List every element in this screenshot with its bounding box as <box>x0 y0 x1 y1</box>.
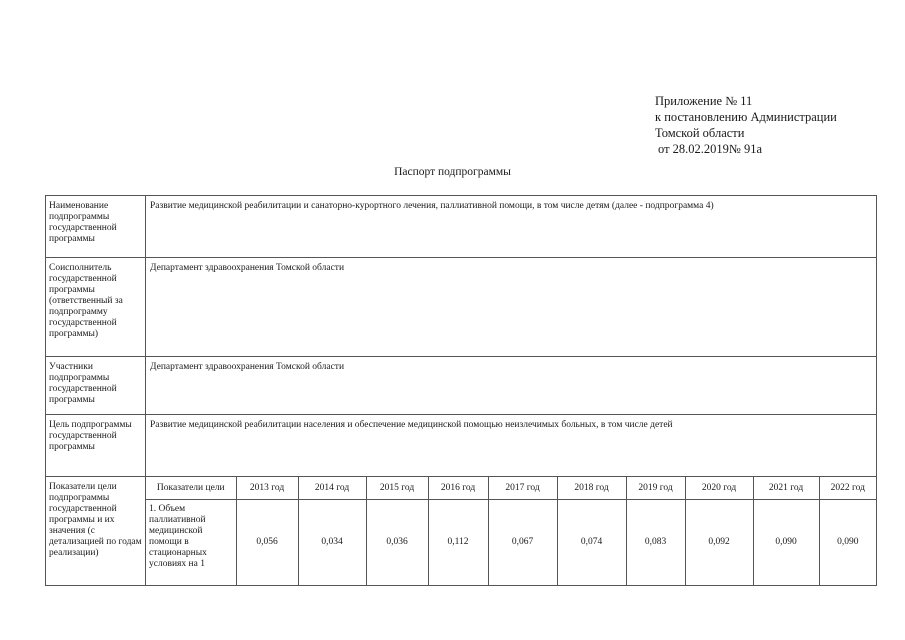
table-row <box>146 500 876 586</box>
appendix-date: от 28.02.2019№ 91а <box>658 142 763 156</box>
row-participants <box>46 357 877 415</box>
indicator-value: 0,034 <box>298 500 366 586</box>
label-indicators: Показатели цели подпрограммы государственной программы и их значения (с детализацией по годам реализации) <box>46 477 146 586</box>
appendix-reference: к постановлению Администрации <box>655 110 837 124</box>
label-participants: Участники подпрограммы государственной программы <box>46 357 146 415</box>
indicator-value: 0,056 <box>236 500 298 586</box>
row-indicators <box>46 477 877 586</box>
passport-table <box>45 195 877 586</box>
label-coexecutor: Соисполнитель государственной программы (ответственный за подпрограмму государственной программы) <box>46 258 146 357</box>
indicator-value: 0,090 <box>753 500 819 586</box>
header-year: 2022 год <box>819 477 876 500</box>
indicator-value: 0,074 <box>557 500 626 586</box>
appendix-region: Томской области <box>655 126 745 140</box>
page-title: Паспорт подпрограммы <box>394 166 511 178</box>
indicator-value: 0,036 <box>366 500 428 586</box>
header-year: 2014 год <box>298 477 366 500</box>
value-participants: Департамент здравоохранения Томской области <box>146 357 877 415</box>
value-goal: Развитие медицинской реабилитации населения и обеспечение медицинской помощью неизлечимых больных, в том числе детей <box>146 415 877 477</box>
label-subprogram-name: Наименование подпрограммы государственной программы <box>46 196 146 258</box>
document-header <box>655 93 837 157</box>
label-goal: Цель подпрограммы государственной программы <box>46 415 146 477</box>
header-year: 2018 год <box>557 477 626 500</box>
indicator-value: 0,067 <box>488 500 557 586</box>
value-coexecutor: Департамент здравоохранения Томской области <box>146 258 877 357</box>
indicator-value: 0,090 <box>819 500 876 586</box>
header-year: 2021 год <box>753 477 819 500</box>
value-subprogram-name: Развитие медицинской реабилитации и санаторно-курортного лечения, паллиативной помощи, в том числе детям (далее - подпрограмма 4) <box>146 196 877 258</box>
header-year: 2015 год <box>366 477 428 500</box>
header-year: 2017 год <box>488 477 557 500</box>
header-year: 2020 год <box>685 477 753 500</box>
indicator-name: 1. Объем паллиативной медицинской помощи в стационарных условиях на 1 <box>146 500 236 586</box>
header-year: 2019 год <box>626 477 685 500</box>
header-indicator: Показатели цели <box>156 482 225 493</box>
indicator-value: 0,083 <box>626 500 685 586</box>
header-year: 2013 год <box>236 477 298 500</box>
indicators-table <box>146 477 876 585</box>
row-goal <box>46 415 877 477</box>
header-year: 2016 год <box>428 477 488 500</box>
indicators-header-row <box>146 477 876 500</box>
appendix-number: Приложение № 11 <box>655 94 753 108</box>
indicator-value: 0,112 <box>428 500 488 586</box>
row-coexecutor <box>46 258 877 357</box>
indicators-container <box>146 477 877 586</box>
row-subprogram-name <box>46 196 877 258</box>
indicator-value: 0,092 <box>685 500 753 586</box>
